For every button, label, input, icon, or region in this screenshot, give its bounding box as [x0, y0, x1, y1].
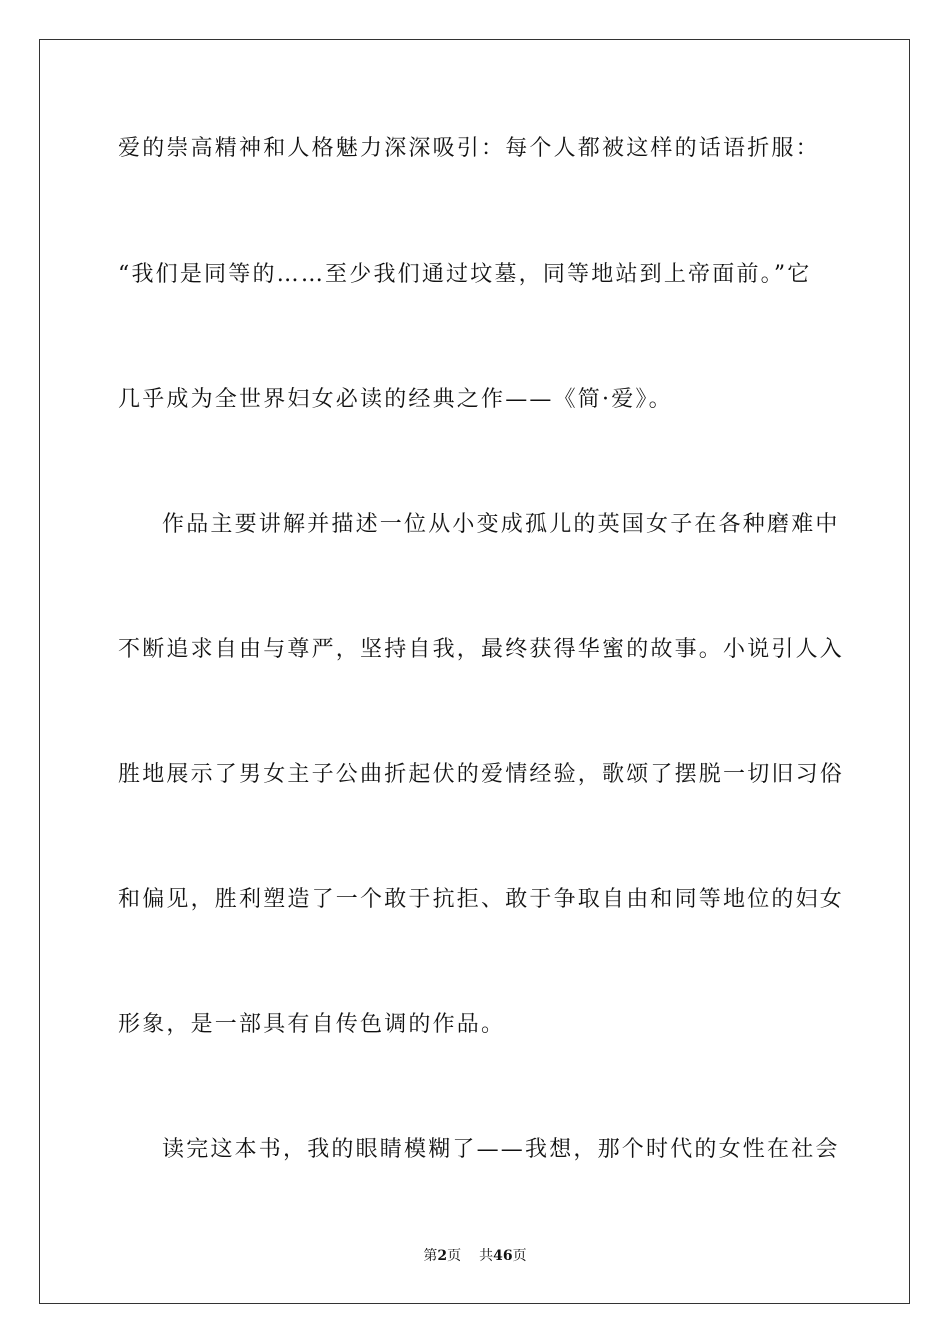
text-line-2: “我们是同等的……至少我们通过坟墓，同等地站到上帝面前。”它 — [118, 262, 812, 287]
page-suffix: 页 — [447, 1248, 462, 1264]
page-border — [39, 39, 910, 1304]
text-line-3: 几乎成为全世界妇女必读的经典之作——《简·爱》。 — [118, 387, 673, 412]
total-prefix: 共 — [479, 1248, 494, 1264]
text-line-4: 作品主要讲解并描述一位从小变成孤儿的英国女子在各种磨难中 — [162, 512, 840, 537]
text-line-7: 和偏见，胜利塑造了一个敢于抗拒、敢于争取自由和同等地位的妇女 — [118, 887, 845, 912]
total-suffix: 页 — [512, 1248, 527, 1264]
text-line-5: 不断追求自由与尊严，坚持自我，最终获得华蜜的故事。小说引人入 — [118, 637, 845, 662]
text-line-9: 读完这本书，我的眼睛模糊了——我想，那个时代的女性在社会 — [162, 1137, 840, 1162]
page-footer — [0, 1247, 950, 1265]
text-line-6: 胜地展示了男女主子公曲折起伏的爱情经验，歌颂了摆脱一切旧习俗 — [118, 762, 845, 787]
text-line-8: 形象，是一部具有自传色调的作品。 — [118, 1012, 506, 1037]
page-prefix: 第 — [423, 1248, 438, 1264]
text-line-1: 爱的崇高精神和人格魅力深深吸引：每个人都被这样的话语折服： — [118, 136, 820, 161]
total-pages: 46 — [493, 1248, 513, 1264]
page-number: 2 — [437, 1248, 448, 1264]
